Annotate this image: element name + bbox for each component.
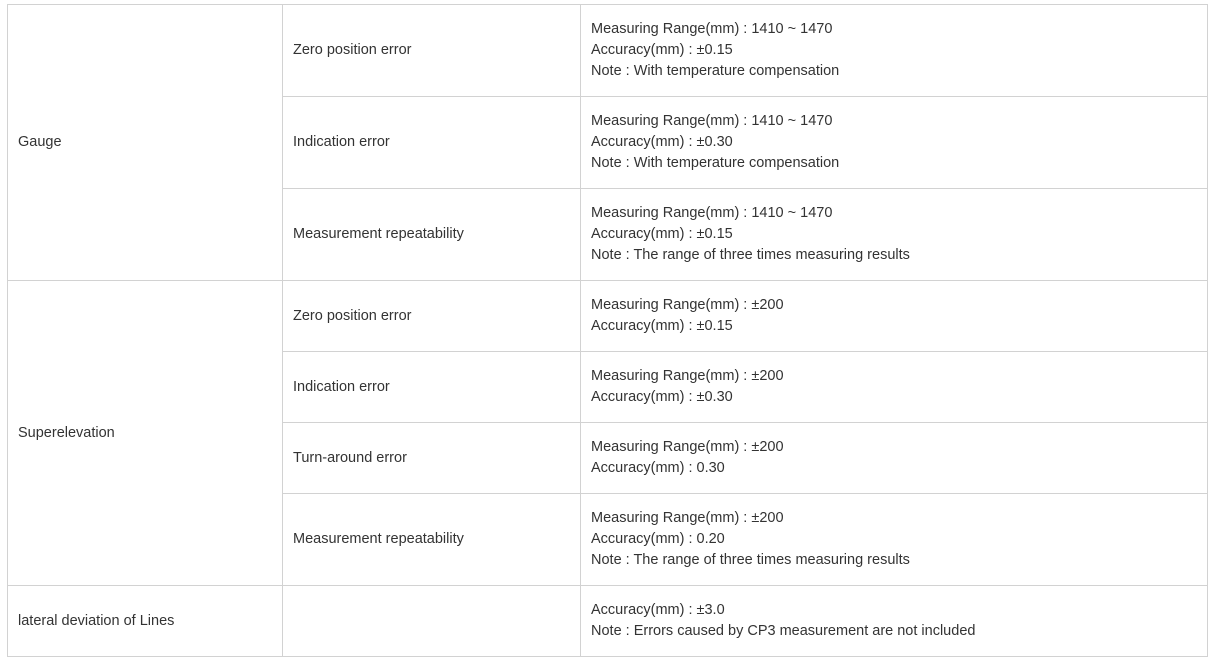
spec-line: Accuracy(mm) : ±0.15 — [591, 226, 733, 242]
spec-cell — [581, 494, 1208, 586]
spec-line: Measuring Range(mm) : ±200 — [591, 368, 784, 384]
item-cell: Measurement repeatability — [283, 494, 581, 586]
category-cell: Gauge — [8, 5, 283, 281]
item-cell — [283, 586, 581, 657]
spec-line: Measuring Range(mm) : 1410 ~ 1470 — [591, 113, 833, 129]
spec-line: Accuracy(mm) : 0.30 — [591, 460, 725, 476]
item-cell: Indication error — [283, 352, 581, 423]
spec-cell — [581, 352, 1208, 423]
spec-line: Note : With temperature compensation — [591, 63, 840, 79]
spec-line: Note : Errors caused by CP3 measurement are not included — [591, 623, 976, 639]
spec-cell — [581, 281, 1208, 352]
item-cell: Zero position error — [283, 5, 581, 97]
spec-cell — [581, 189, 1208, 281]
category-cell: Superelevation — [8, 281, 283, 586]
table-row — [8, 281, 1208, 352]
spec-line: Accuracy(mm) : ±0.15 — [591, 318, 733, 334]
item-cell: Indication error — [283, 97, 581, 189]
spec-line: Note : The range of three times measuring results — [591, 552, 910, 568]
item-cell: Measurement repeatability — [283, 189, 581, 281]
spec-cell — [581, 423, 1208, 494]
item-cell: Zero position error — [283, 281, 581, 352]
spec-line: Accuracy(mm) : ±0.30 — [591, 389, 733, 405]
spec-cell — [581, 586, 1208, 657]
item-cell: Turn-around error — [283, 423, 581, 494]
spec-line: Measuring Range(mm) : 1410 ~ 1470 — [591, 21, 833, 37]
spec-table — [7, 4, 1208, 657]
spec-line: Measuring Range(mm) : ±200 — [591, 297, 784, 313]
spec-line: Measuring Range(mm) : ±200 — [591, 510, 784, 526]
spec-line: Accuracy(mm) : ±0.30 — [591, 134, 733, 150]
spec-line: Note : With temperature compensation — [591, 155, 840, 171]
spec-cell — [581, 97, 1208, 189]
table-row — [8, 5, 1208, 97]
table-row — [8, 586, 1208, 657]
spec-line: Measuring Range(mm) : ±200 — [591, 439, 784, 455]
spec-cell — [581, 5, 1208, 97]
spec-line: Measuring Range(mm) : 1410 ~ 1470 — [591, 205, 833, 221]
spec-line: Accuracy(mm) : 0.20 — [591, 531, 725, 547]
spec-line: Accuracy(mm) : ±3.0 — [591, 602, 725, 618]
category-cell: lateral deviation of Lines — [8, 586, 283, 657]
spec-line: Accuracy(mm) : ±0.15 — [591, 42, 733, 58]
spec-line: Note : The range of three times measuring results — [591, 247, 910, 263]
